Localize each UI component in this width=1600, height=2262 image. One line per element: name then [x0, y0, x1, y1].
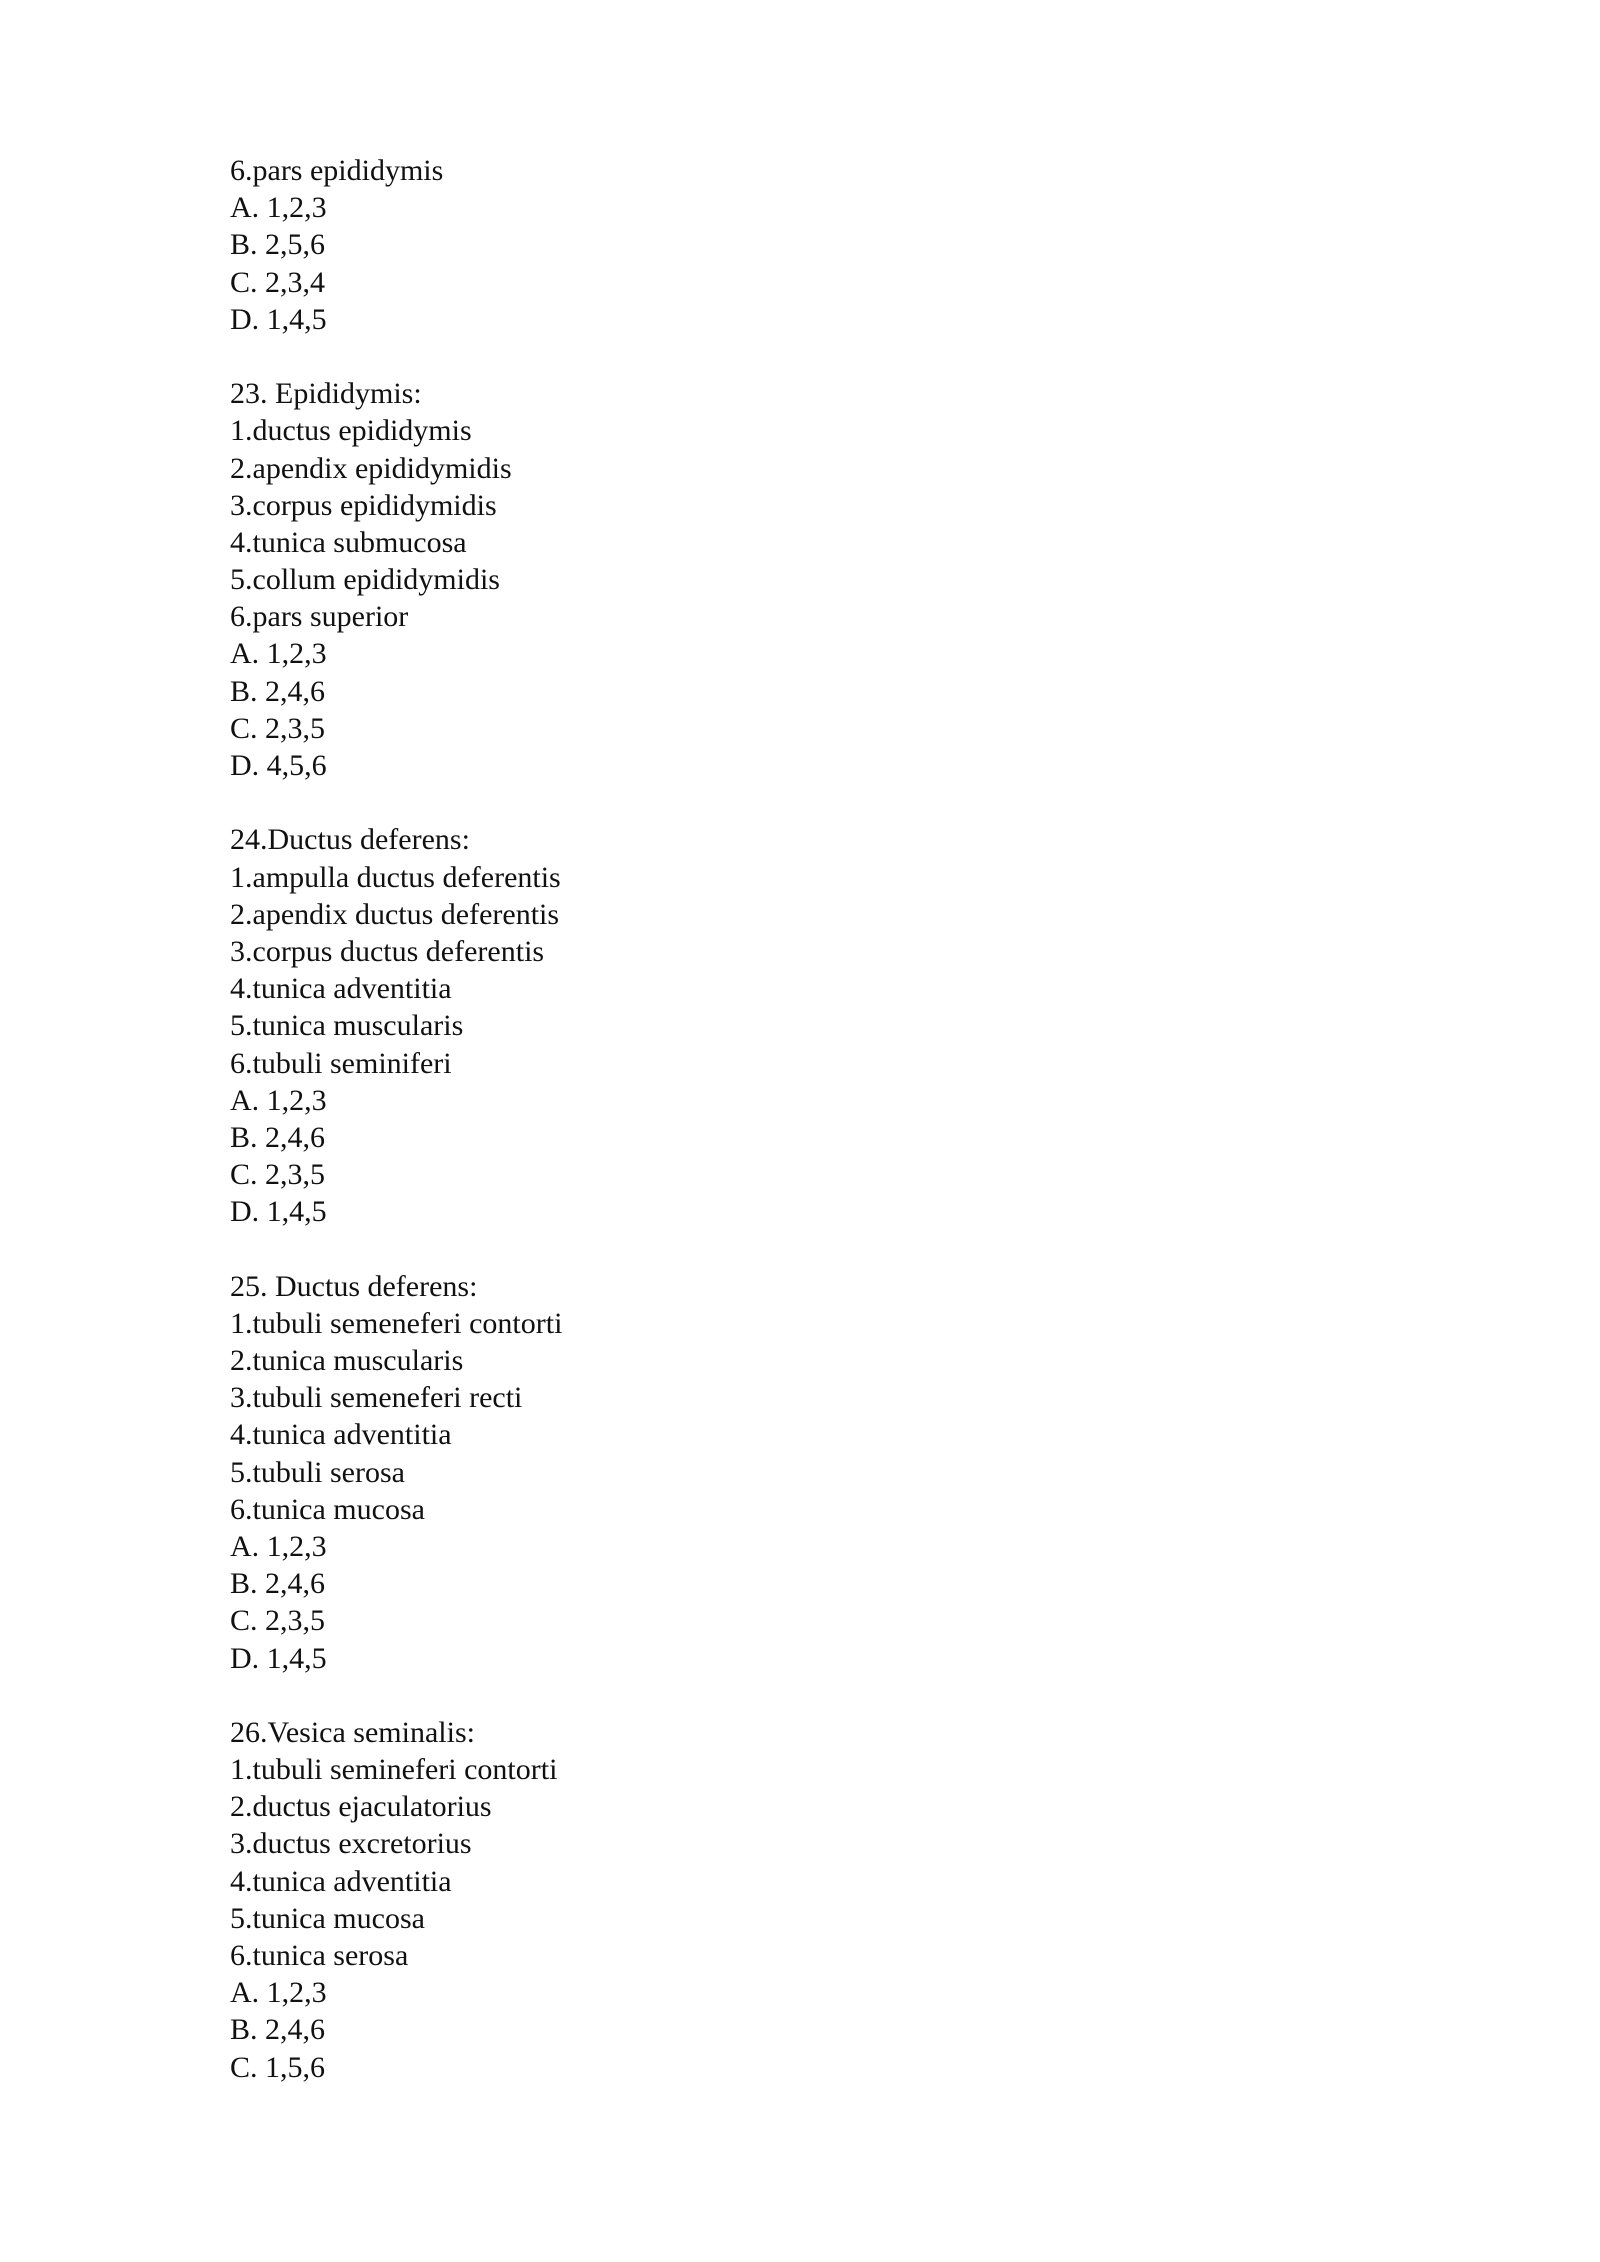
answer-option-b: B. 2,4,6 — [230, 1120, 326, 1154]
question-heading: 25. Ductus deferens: — [230, 1269, 478, 1303]
answer-option-b: B. 2,4,6 — [230, 1567, 326, 1601]
question-item: 1.tubuli semeneferi contorti — [230, 1306, 563, 1340]
question-item: 5.tunica muscularis — [230, 1009, 464, 1043]
question-heading: 26.Vesica seminalis: — [230, 1715, 475, 1749]
answer-option-c: C. 2,3,4 — [230, 265, 326, 299]
question-item: 1.tubuli semineferi contorti — [230, 1753, 558, 1787]
answer-option-a: A. 1,2,3 — [230, 637, 327, 671]
question-item: 2.ductus ejaculatorius — [230, 1790, 492, 1824]
question-item: 2.tunica muscularis — [230, 1344, 464, 1377]
question-item: 5.collum epididymidis — [230, 563, 500, 597]
question-item: 1.ductus epididymis — [230, 414, 472, 448]
question-item: 3.corpus epididymidis — [230, 488, 497, 522]
question-item: 4.tunica submucosa — [230, 525, 467, 559]
question-item: 6.tunica serosa — [230, 1939, 409, 1972]
answer-option-b: B. 2,4,6 — [230, 2013, 326, 2047]
block-spacer — [230, 1230, 1430, 1267]
answer-option-a: A. 1,2,3 — [230, 1976, 327, 2010]
answer-option-b: B. 2,4,6 — [230, 674, 326, 708]
answer-option-c: C. 1,5,6 — [230, 2050, 326, 2084]
question-item: 6.tubuli seminiferi — [230, 1046, 452, 1080]
document-page — [230, 152, 1430, 2086]
question-item: 6.tunica mucosa — [230, 1492, 425, 1526]
question-item: 3.tubuli semeneferi recti — [230, 1381, 523, 1415]
question-item: 4.tunica adventitia — [230, 972, 452, 1006]
question-item: 3.ductus excretorius — [230, 1827, 472, 1861]
question-item: 6.pars epididymis — [230, 154, 444, 187]
question-block-24 — [230, 821, 1430, 1230]
question-item: 5.tunica mucosa — [230, 1901, 425, 1935]
answer-option-a: A. 1,2,3 — [230, 1529, 327, 1563]
answer-option-a: A. 1,2,3 — [230, 1083, 327, 1117]
block-spacer — [230, 338, 1430, 375]
answer-option-d: D. 1,4,5 — [230, 1195, 327, 1229]
question-item: 2.apendix ductus deferentis — [230, 897, 560, 931]
block-spacer — [230, 1677, 1430, 1714]
question-item: 3.corpus ductus deferentis — [230, 934, 545, 968]
question-heading: 23. Epididymis: — [230, 377, 422, 411]
question-heading: 24.Ductus deferens: — [230, 823, 470, 857]
question-item: 4.tunica adventitia — [230, 1864, 452, 1898]
answer-option-c: C. 2,3,5 — [230, 1604, 326, 1638]
question-block-26 — [230, 1714, 1430, 2086]
question-item: 1.ampulla ductus deferentis — [230, 860, 561, 894]
answer-option-b: B. 2,5,6 — [230, 228, 326, 262]
question-block-continued — [230, 152, 1430, 338]
answer-option-d: D. 1,4,5 — [230, 302, 327, 336]
question-item: 6.pars superior — [230, 600, 409, 634]
question-block-23 — [230, 375, 1430, 784]
question-item: 5.tubuli serosa — [230, 1455, 405, 1489]
answer-option-c: C. 2,3,5 — [230, 1158, 326, 1192]
answer-option-c: C. 2,3,5 — [230, 711, 326, 745]
question-item: 2.apendix epididymidis — [230, 451, 512, 485]
answer-option-d: D. 4,5,6 — [230, 749, 327, 782]
answer-option-a: A. 1,2,3 — [230, 191, 327, 225]
block-spacer — [230, 784, 1430, 821]
question-item: 4.tunica adventitia — [230, 1418, 452, 1452]
question-block-25 — [230, 1268, 1430, 1677]
answer-option-d: D. 1,4,5 — [230, 1641, 327, 1675]
